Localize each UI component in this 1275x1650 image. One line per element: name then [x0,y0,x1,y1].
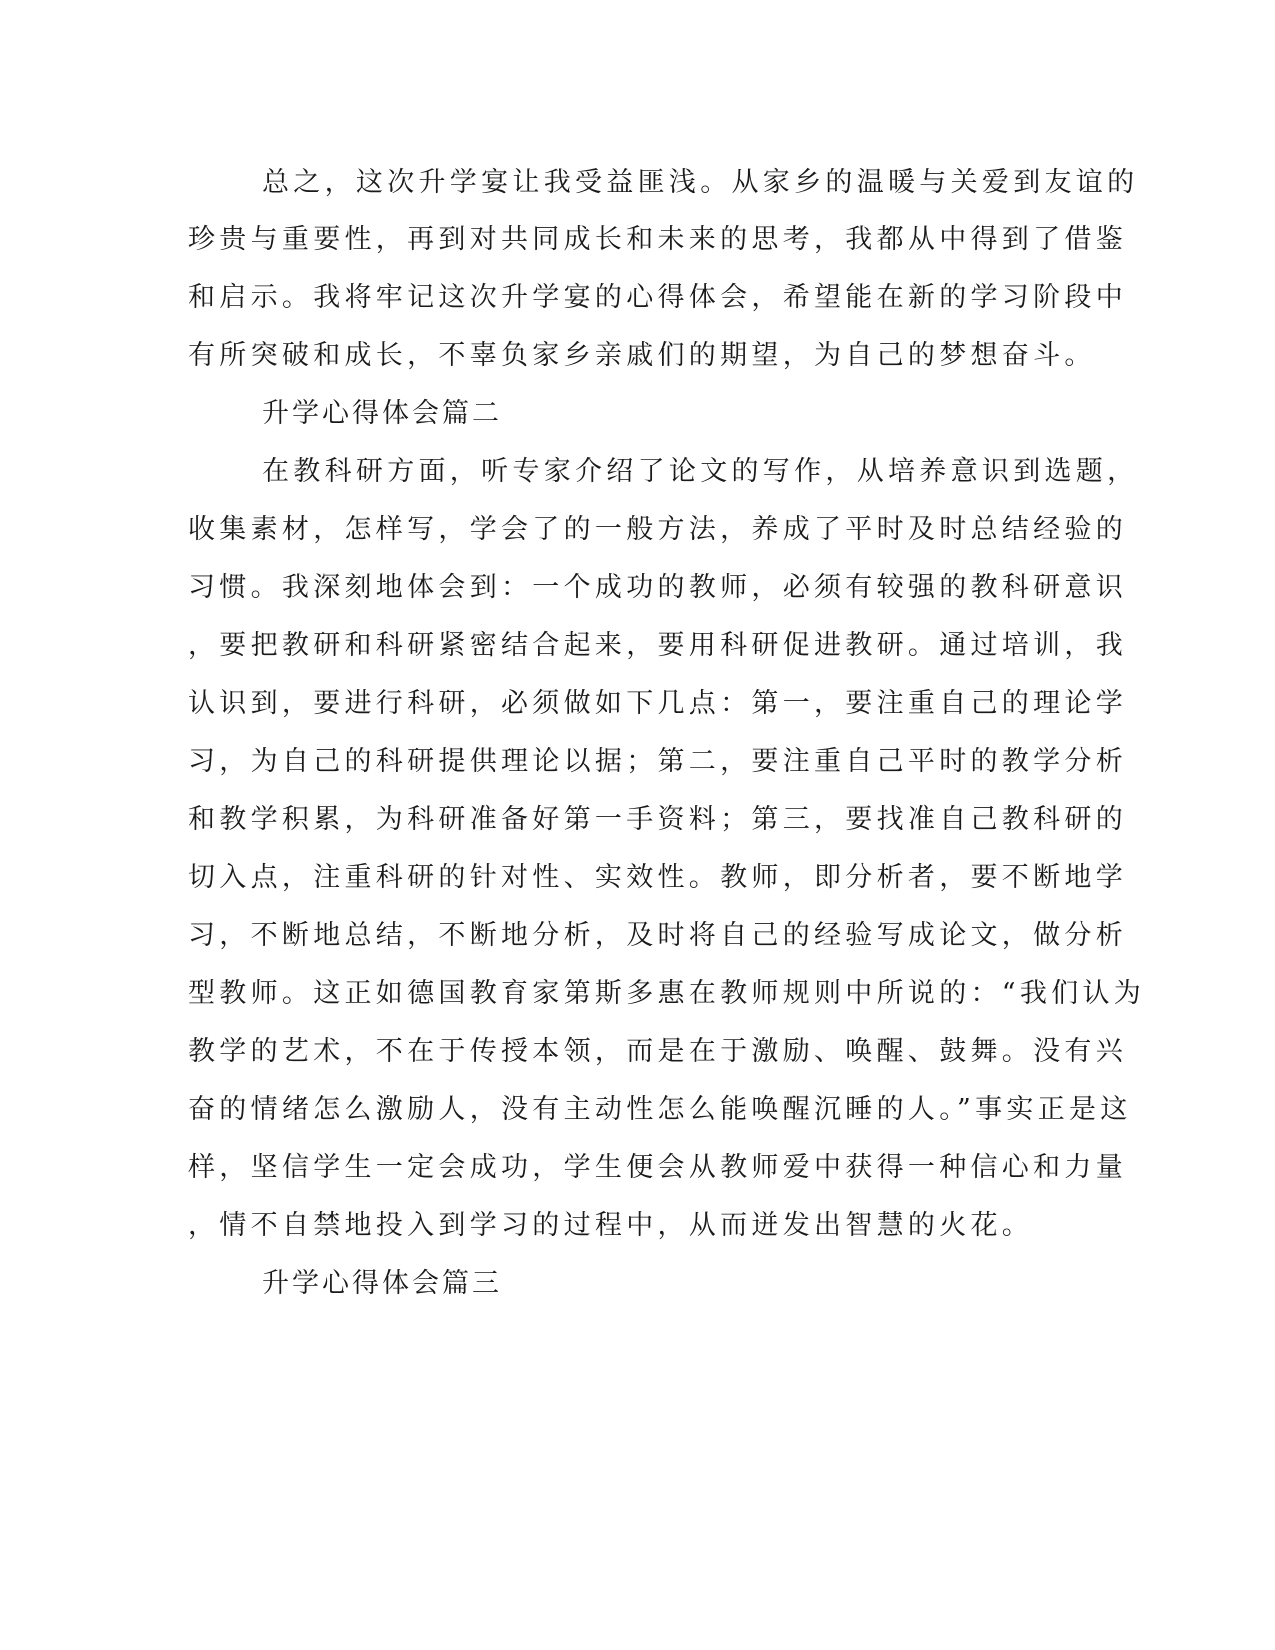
paragraph-line: 教学的艺术，不在于传授本领，而是在于激励、唤醒、鼓舞。没有兴 [188,1036,1127,1067]
paragraph-line: 习，为自己的科研提供理论以据；第二，要注重自己平时的教学分析 [188,746,1127,777]
paragraph-line: 切入点，注重科研的针对性、实效性。教师，即分析者，要不断地学 [188,862,1127,893]
paragraph-line: 型教师。这正如德国教育家第斯多惠在教师规则中所说的：“我们认为 [188,978,1146,1009]
paragraph-line: 总之，这次升学宴让我受益匪浅。从家乡的温暖与关爱到友谊的 [262,167,1139,198]
paragraph-line: 和教学积累，为科研准备好第一手资料；第三，要找准自己教科研的 [188,804,1127,835]
paragraph-line: 珍贵与重要性，再到对共同成长和未来的思考，我都从中得到了借鉴 [188,224,1127,255]
paragraph-line: 认识到，要进行科研，必须做如下几点：第一，要注重自己的理论学 [188,688,1127,719]
paragraph-line: 习，不断地总结，不断地分析，及时将自己的经验写成论文，做分析 [188,920,1127,951]
paragraph-line: 样，坚信学生一定会成功，学生便会从教师爱中获得一种信心和力量 [188,1152,1127,1183]
paragraph-line: 奋的情绪怎么激励人，没有主动性怎么能唤醒沉睡的人。”事实正是这 [188,1094,1132,1125]
paragraph-line: ，要把教研和科研紧密结合起来，要用科研促进教研。通过培训，我 [188,630,1127,661]
paragraph-line: 习惯。我深刻地体会到：一个成功的教师，必须有较强的教科研意识 [188,572,1127,603]
section-heading-2: 升学心得体会篇二 [262,398,502,429]
paragraph-line: 有所突破和成长，不辜负家乡亲戚们的期望，为自己的梦想奋斗。 [188,340,1096,371]
paragraph-line: ，情不自禁地投入到学习的过程中，从而迸发出智慧的火花。 [188,1210,1034,1241]
section-heading-3: 升学心得体会篇三 [262,1268,502,1299]
paragraph-line: 收集素材，怎样写，学会了的一般方法，养成了平时及时总结经验的 [188,514,1127,545]
paragraph-line: 和启示。我将牢记这次升学宴的心得体会，希望能在新的学习阶段中 [188,282,1127,313]
paragraph-line: 在教科研方面，听专家介绍了论文的写作，从培养意识到选题， [262,456,1139,487]
